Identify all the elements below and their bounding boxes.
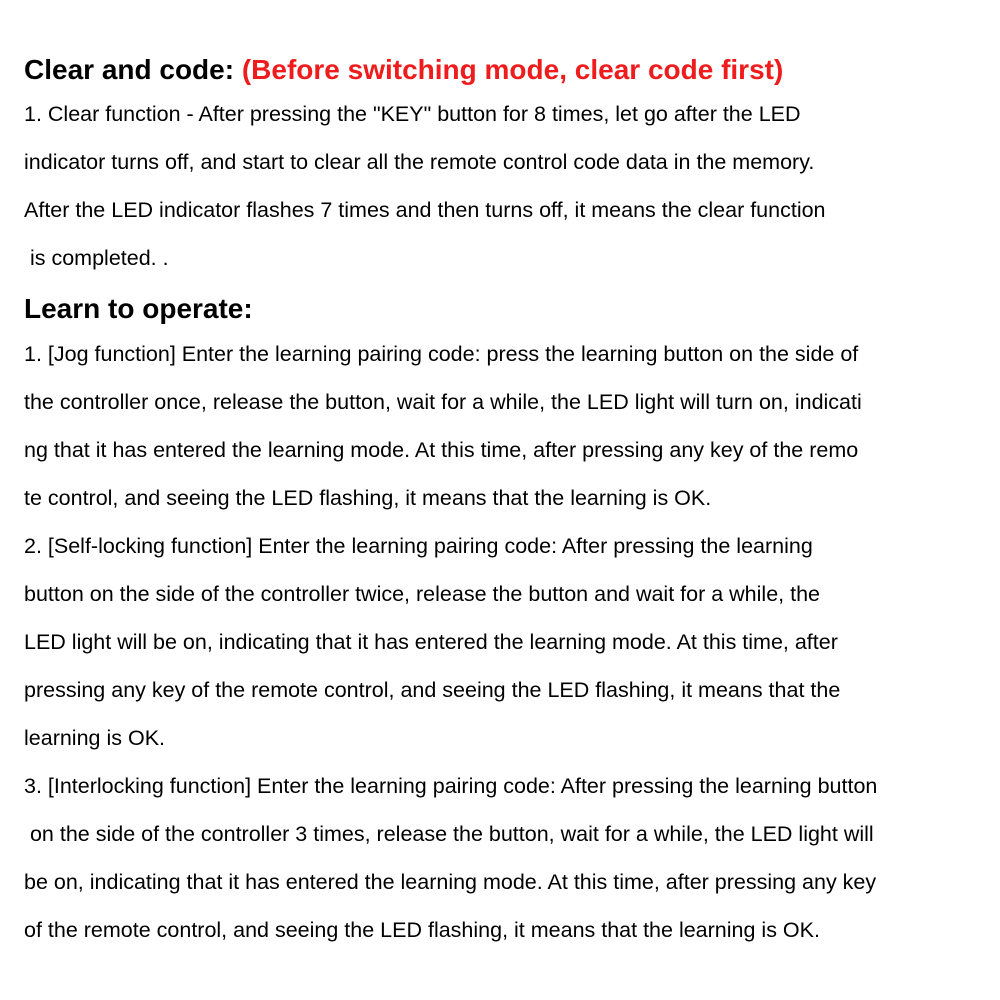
clear-paragraph-line-4: is completed. . [24, 246, 169, 270]
learn-paragraph-line-7: LED light will be on, indicating that it has entered the learning mode. At this time, after [24, 630, 838, 654]
learn-paragraph-line-6: button on the side of the controller twice, release the button and wait for a while, the [24, 582, 820, 606]
learn-paragraph-line-9: learning is OK. [24, 726, 166, 750]
clear-paragraph-line-3: After the LED indicator flashes 7 times and then turns off, it means the clear function [24, 198, 826, 222]
learn-paragraph-line-11: on the side of the controller 3 times, release the button, wait for a while, the LED light will [24, 822, 874, 846]
clear-and-code-title: Clear and code: [24, 54, 242, 85]
clear-paragraph-line-2: indicator turns off, and start to clear all the remote control code data in the memory. [24, 150, 815, 174]
learn-paragraph-line-2: the controller once, release the button, wait for a while, the LED light will turn on, indicati [24, 390, 862, 414]
learn-paragraph-line-5: 2. [Self-locking function] Enter the learning pairing code: After pressing the learning [24, 534, 813, 558]
learn-paragraph-line-3: ng that it has entered the learning mode. At this time, after pressing any key of the remo [24, 438, 859, 462]
learn-paragraph-line-8: pressing any key of the remote control, and seeing the LED flashing, it means that the [24, 678, 841, 702]
learn-paragraph-line-4: te control, and seeing the LED flashing, it means that the learning is OK. [24, 486, 712, 510]
clear-and-code-heading [24, 54, 783, 86]
clear-paragraph-line-1: 1. Clear function - After pressing the "KEY" button for 8 times, let go after the LED [24, 102, 801, 126]
learn-paragraph-line-12: be on, indicating that it has entered the learning mode. At this time, after pressing any key [24, 870, 877, 894]
learn-paragraph-line-1: 1. [Jog function] Enter the learning pairing code: press the learning button on the side of [24, 342, 859, 366]
learn-to-operate-heading [24, 293, 253, 325]
learn-paragraph-line-10: 3. [Interlocking function] Enter the learning pairing code: After pressing the learning button [24, 774, 878, 798]
learn-to-operate-title: Learn to operate: [24, 293, 253, 324]
learn-paragraph-line-13: of the remote control, and seeing the LED flashing, it means that the learning is OK. [24, 918, 820, 942]
clear-code-warning-note: (Before switching mode, clear code first) [241, 54, 784, 85]
